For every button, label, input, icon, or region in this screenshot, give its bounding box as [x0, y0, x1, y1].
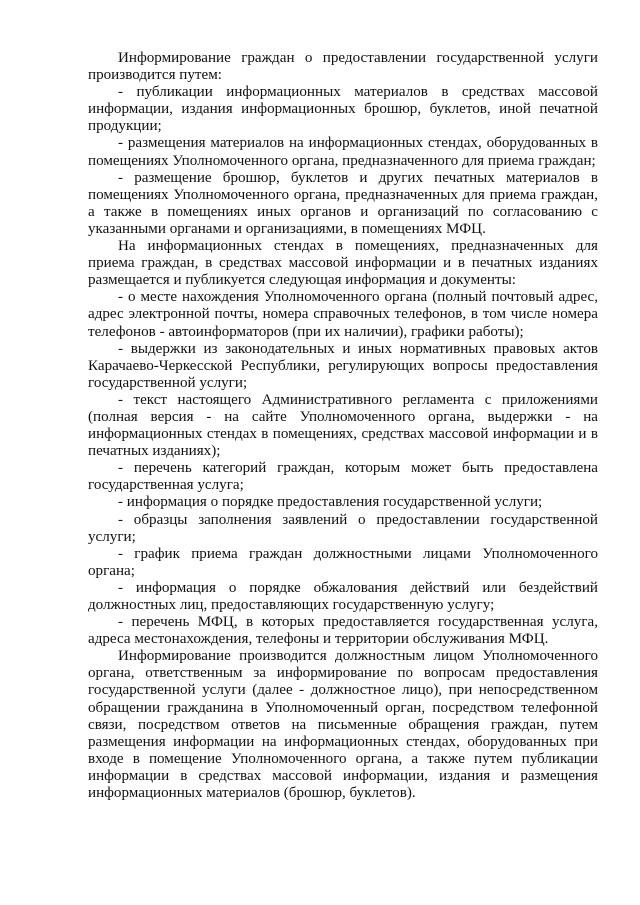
list-item-mfc: - перечень МФЦ, в которых предоставляется государственная услуга, адреса местонахождения, телефоны и территории обслуживания МФЦ. [88, 614, 598, 648]
list-item-forms: - образцы заполнения заявлений о предоставлении государственной услуги; [88, 511, 598, 545]
paragraph-stands-info: На информационных стендах в помещениях, предназначенных для приема граждан, в средствах массовой информации и в печатных изданиях размещается и публикуется следующая информация и документы: [88, 238, 598, 289]
list-item-procedure: - информация о порядке предоставления государственной услуги; [118, 494, 543, 511]
list-item-schedule: - график приема граждан должностными лицами Уполномоченного органа; [88, 545, 598, 579]
paragraph-informing: Информирование производится должностным лицом Уполномоченного органа, ответственным за информирование по вопросам предоставления государственной услуги (далее - должностное лицо), при непосредственном обращении гражданина в Уполномоченный орган, посредством телефонной связи, посредством ответов на письменные обращения граждан, путем размещения информации на информационных стендах, оборудованных при входе в помещение Уполномоченного органа, а также путем публикации информации в средствах массовой информации, издания и размещения информационных материалов (брошюр, буклетов). [88, 648, 598, 802]
list-item-legislation: - выдержки из законодательных и иных нормативных правовых актов Карачаево-Черкесской Республики, регулирующих вопросы предоставления государственной услуги; [88, 340, 598, 391]
list-item-stands: - размещения материалов на информационных стендах, оборудованных в помещениях Уполномоченного органа, предназначенного для приема граждан; [88, 135, 598, 169]
list-item-categories: - перечень категорий граждан, которым может быть предоставлена государственная услуга; [88, 460, 598, 494]
list-item-location: - о месте нахождения Уполномоченного органа (полный почтовый адрес, адрес электронной почты, номера справочных телефонов, в том числе номера телефонов - автоинформаторов (при их наличии), графики работы); [88, 289, 598, 340]
list-item-appeals: - информация о порядке обжалования действий или бездействий должностных лиц, предоставляющих государственную услугу; [88, 579, 598, 613]
list-item-regulation-text: - текст настоящего Административного регламента с приложениями (полная версия - на сайте Уполномоченного органа, выдержки - на информационных стендах в помещениях, средствах массовой информации и в печатных изданиях); [88, 391, 598, 460]
list-item-brochures: - размещение брошюр, буклетов и других печатных материалов в помещениях Уполномоченного органа, предназначенных для приема граждан, а также в помещениях иных органов и организаций по согласованию с указанными органами и организациями, в помещениях МФЦ. [88, 169, 598, 237]
document-page [88, 50, 598, 802]
list-item-publications: - публикации информационных материалов в средствах массовой информации, издания информационных брошюр, буклетов, иной печатной продукции; [88, 84, 598, 135]
paragraph-intro: Информирование граждан о предоставлении государственной услуги производится путем: [88, 50, 598, 84]
